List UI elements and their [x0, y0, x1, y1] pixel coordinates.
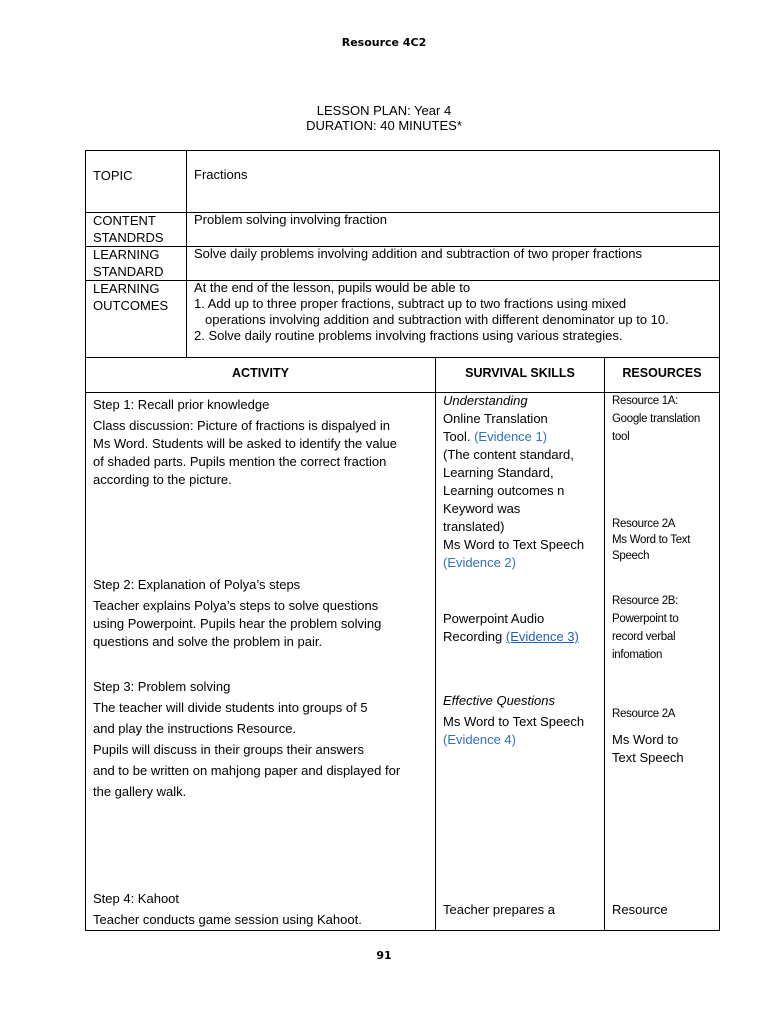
- duration-title: DURATION: 40 MINUTES*: [306, 118, 462, 133]
- learning-standard-value: Solve daily problems involving addition and subtraction of two proper fractions: [194, 246, 643, 261]
- page-number: 91: [376, 949, 392, 962]
- resource-2a-first: Resource 2A Ms Word to Text Speech: [612, 518, 691, 562]
- learning-outcomes-value: At the end of the lesson, pupils would be able to 1. Add up to three proper fractions, subtract up to two fractions using mixed operations involving addition and subtraction with different denominator up to 10. 2. Solve daily routine problems involving fractions using various strategies.: [194, 280, 669, 343]
- activity-step-4: Step 4: Kahoot Teacher conducts game session using Kahoot.: [93, 891, 362, 927]
- content-standards-label: CONTENT STANDRDS: [93, 213, 164, 245]
- evidence-2-link[interactable]: (Evidence 2): [443, 555, 516, 570]
- content-standards-value: Problem solving involving fraction: [194, 212, 387, 227]
- skill-block-5: Teacher prepares a: [443, 902, 556, 917]
- resource-2b: Resource 2B: Powerpoint to record verbal infomation: [612, 595, 679, 661]
- learning-standard-label: LEARNING STANDARD: [93, 247, 164, 279]
- survival-skills-header: SURVIVAL SKILLS: [465, 366, 575, 380]
- topic-value: Fractions: [194, 167, 248, 182]
- skill-block-2: Ms Word to Text Speech (Evidence 2): [443, 536, 603, 572]
- resource-last: Resource: [612, 902, 668, 917]
- resource-2a-second: Resource 2A Ms Word to Text Speech: [612, 708, 684, 765]
- learning-outcomes-label: LEARNING OUTCOMES: [93, 281, 169, 313]
- activity-step-1: Step 1: Recall prior knowledge Class discussion: Picture of fractions is dispalyed in Ms Word. Students will be asked to identify the value of shaded parts. Pupils mention the correct fraction according to the picture.: [93, 397, 397, 487]
- lesson-plan-title: LESSON PLAN: Year 4: [316, 103, 452, 118]
- evidence-1-link[interactable]: (Evidence 1): [474, 429, 548, 444]
- resource-1a: Resource 1A: Google translation tool: [612, 395, 700, 443]
- evidence-3-link[interactable]: (Evidence 3): [505, 629, 579, 644]
- skill-block-4: Effective Questions Ms Word to Text Speech (Evidence 4): [443, 692, 603, 749]
- topic-label: TOPIC: [93, 168, 133, 183]
- activity-header: ACTIVITY: [232, 366, 289, 380]
- evidence-4-link[interactable]: (Evidence 4): [443, 732, 516, 747]
- page-header: Resource 4C2: [341, 36, 427, 49]
- activity-step-3: Step 3: Problem solving The teacher will divide students into groups of 5 and play the instructions Resource. Pupils will discuss in their groups their answers and to be written on mahjong paper and displayed for the gallery walk.: [93, 679, 401, 799]
- skill-block-1: Understanding Online Translation Tool. (Evidence 1) (The content standard, Learning Standard, Learning outcomes n Keyword was translated): [443, 393, 574, 534]
- resources-header: RESOURCES: [622, 366, 702, 380]
- activity-step-2: Step 2: Explanation of Polya’s steps Teacher explains Polya’s steps to solve questions using Powerpoint. Pupils hear the problem solving questions and solve the problem in pair.: [93, 577, 382, 649]
- skill-block-3: Powerpoint Audio Recording (Evidence 3): [443, 611, 579, 644]
